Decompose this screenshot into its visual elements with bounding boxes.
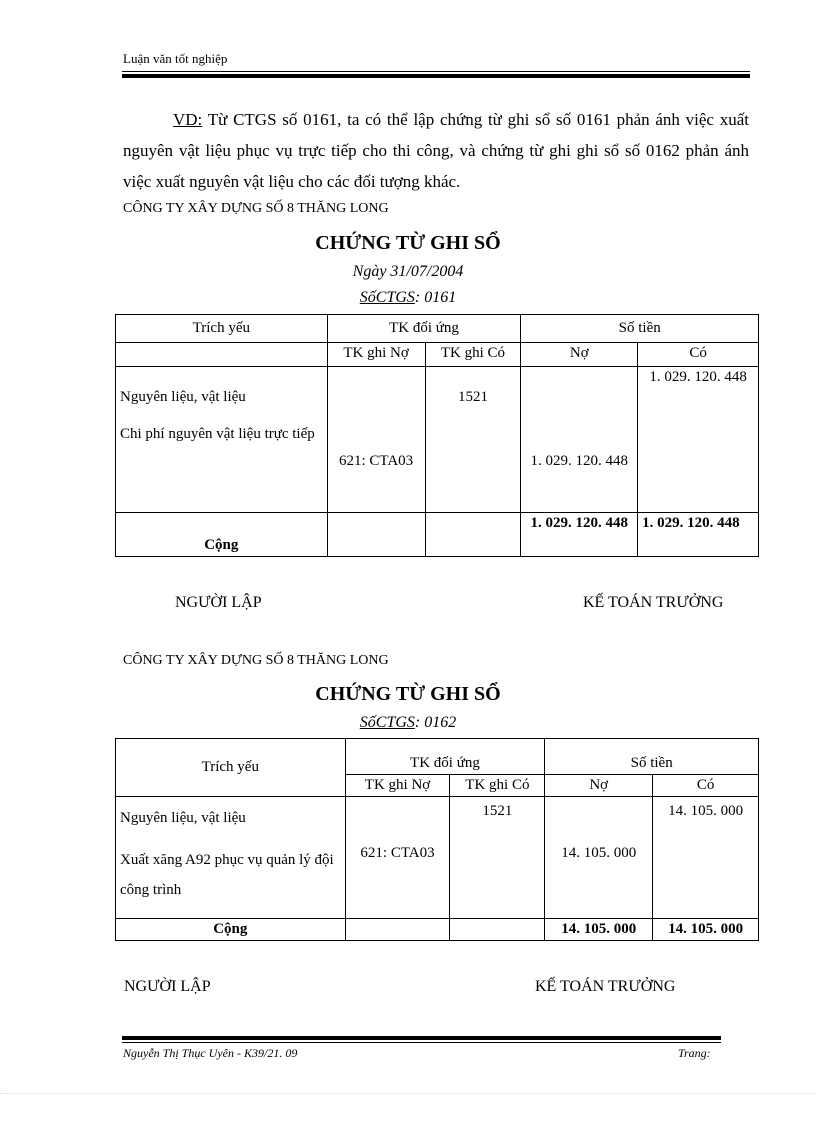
row-tk-no: 621: CTA03 xyxy=(360,845,435,861)
col-header-tk-ghi-no: TK ghi Nợ xyxy=(345,775,450,797)
row-desc: Xuất xăng A92 phục vụ quản lý đội công trình xyxy=(120,852,334,898)
row-tk-no: 621: CTA03 xyxy=(338,453,414,469)
row-no-amount: 1. 029. 120. 448 xyxy=(530,453,629,469)
col-header-tk-doi-ung: TK đối ứng xyxy=(345,739,545,775)
company-name-2: CÔNG TY XÂY DỰNG SỐ 8 THĂNG LONG xyxy=(123,653,389,668)
footer-rule-thin xyxy=(122,1042,721,1043)
total-row xyxy=(116,919,759,941)
company-name-1: CÔNG TY XÂY DỰNG SỐ 8 THĂNG LONG xyxy=(123,201,389,216)
col-header-no: Nợ xyxy=(545,775,653,797)
row-desc: Chi phí nguyên vật liệu trực tiếp xyxy=(120,426,315,442)
body-tk-co-cell xyxy=(425,367,521,513)
voucher-number-2 xyxy=(0,714,816,732)
voucher-number-value-1: : 0161 xyxy=(414,289,457,306)
col-header-tk-doi-ung: TK đối ứng xyxy=(327,315,521,343)
total-label: Cộng xyxy=(116,919,346,941)
table-row xyxy=(116,367,759,513)
body-tk-no-cell xyxy=(327,367,425,513)
voucher-number-label-2: SốCTGS xyxy=(359,714,415,731)
body-no-cell xyxy=(521,367,638,513)
total-no: 1. 029. 120. 448 xyxy=(521,513,638,557)
paragraph-text: Từ CTGS số 0161, ta có thể lập chứng từ ghi sổ số 0161 phản ánh việc xuất nguyên vật liệu phục vụ trực tiếp cho thi công, và chứng từ ghi ghi sổ số 0162 phản ánh việc xuất nguyên vật liệu cho các đối tượng khác. xyxy=(123,110,749,191)
signature-chief-accountant-1: KẾ TOÁN TRƯỞNG xyxy=(583,594,724,611)
col-header-co: Có xyxy=(653,775,759,797)
col-header-so-tien: Số tiền xyxy=(521,315,759,343)
footer-author: Nguyễn Thị Thục Uyên - K39/21. 09 xyxy=(123,1046,298,1060)
footer-page-label: Trang: xyxy=(678,1046,711,1060)
col-header-no: Nợ xyxy=(521,343,638,367)
table-row xyxy=(116,797,759,919)
col-header-trich-yeu: Trích yếu xyxy=(116,739,346,797)
header-rule-thin xyxy=(122,71,750,72)
body-tk-no-cell xyxy=(345,797,450,919)
body-tk-co-cell xyxy=(450,797,545,919)
voucher-table-1 xyxy=(115,314,759,557)
signature-chief-accountant-2: KẾ TOÁN TRƯỞNG xyxy=(535,978,676,995)
body-no-cell xyxy=(545,797,653,919)
total-no: 14. 105. 000 xyxy=(545,919,653,941)
total-row xyxy=(116,513,759,557)
col-header-trich-yeu: Trích yếu xyxy=(116,315,328,343)
total-label: Cộng xyxy=(116,513,328,557)
example-label: VD: xyxy=(173,110,203,129)
body-desc-cell xyxy=(116,797,346,919)
col-header-so-tien: Số tiền xyxy=(545,739,759,775)
total-co: 14. 105. 000 xyxy=(653,919,759,941)
signature-preparer-2: NGƯỜI LẬP xyxy=(124,978,211,995)
row-tk-co: 1521 xyxy=(482,803,513,819)
signature-preparer-1: NGƯỜI LẬP xyxy=(175,594,262,611)
footer-rule-thick xyxy=(122,1036,721,1040)
voucher-number-value-2: : 0162 xyxy=(414,714,457,731)
row-tk-co: 1521 xyxy=(457,389,488,405)
body-co-cell xyxy=(653,797,759,919)
col-header-co: Có xyxy=(638,343,759,367)
row-desc: Nguyên liệu, vật liệu xyxy=(120,810,246,826)
col-header-tk-ghi-co: TK ghi Có xyxy=(425,343,521,367)
voucher-table-2 xyxy=(115,738,759,941)
voucher-number-label-1: SốCTGS xyxy=(359,289,415,306)
total-co: 1. 029. 120. 448 xyxy=(638,513,759,557)
page-bottom-dotted-line xyxy=(0,1093,816,1094)
intro-paragraph xyxy=(123,104,749,197)
header-rule-thick xyxy=(122,74,750,78)
body-desc-cell xyxy=(116,367,328,513)
voucher-title-2: CHỨNG TỪ GHI SỔ xyxy=(315,683,501,705)
col-header-tk-ghi-no: TK ghi Nợ xyxy=(327,343,425,367)
row-desc: Nguyên liệu, vật liệu xyxy=(120,389,246,405)
col-header-tk-ghi-co: TK ghi Có xyxy=(450,775,545,797)
page-header: Luận văn tốt nghiệp xyxy=(123,51,228,66)
voucher-title-1: CHỨNG TỪ GHI SỔ xyxy=(315,232,501,254)
row-no-amount: 14. 105. 000 xyxy=(561,845,637,861)
col-header-blank xyxy=(116,343,328,367)
row-co-amount: 1. 029. 120. 448 xyxy=(649,369,747,385)
voucher-number-1 xyxy=(0,289,816,307)
body-co-cell xyxy=(638,367,759,513)
row-co-amount: 14. 105. 000 xyxy=(668,803,744,819)
voucher-date-1: Ngày 31/07/2004 xyxy=(352,263,464,280)
